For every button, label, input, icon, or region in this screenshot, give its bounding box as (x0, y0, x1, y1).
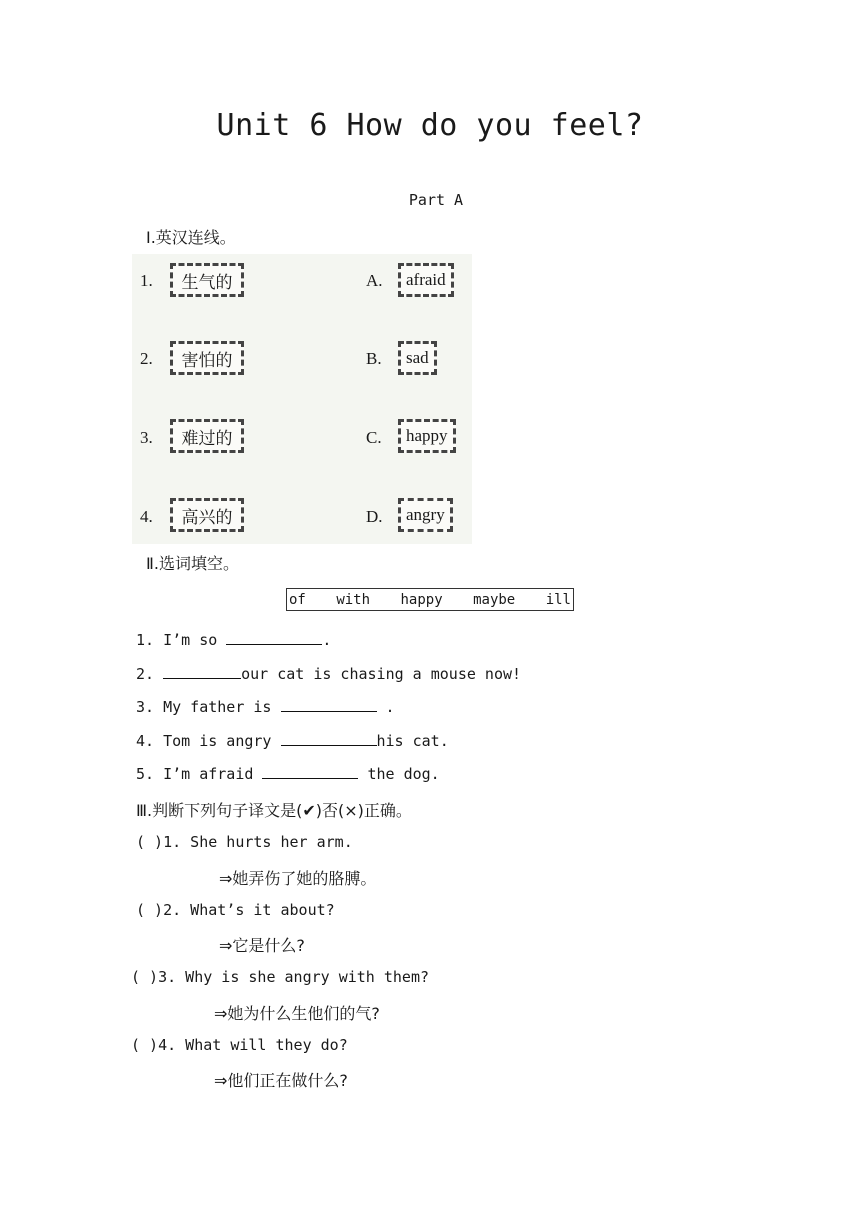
left-num-1: 1. (140, 271, 153, 290)
right-word-d: angry (398, 498, 453, 532)
left-num-4: 4. (140, 507, 153, 526)
fill-text-after: our cat is chasing a mouse now! (241, 665, 522, 683)
section2-heading: Ⅱ.选词填空。 (146, 554, 239, 573)
judge-translation-3: ⇒她为什么生他们的气? (214, 1004, 380, 1023)
word-bank-item: with (336, 591, 371, 608)
section1-heading: Ⅰ.英汉连线。 (146, 228, 236, 247)
fill-text-before: I’m so (163, 631, 227, 649)
right-word-b: sad (398, 341, 437, 375)
right-letter-b: B. (366, 349, 382, 368)
word-bank-item: ill (545, 591, 571, 608)
judge-item-4 (131, 1036, 348, 1054)
fill-item-1 (136, 631, 331, 649)
part-label: Part A (408, 191, 464, 209)
judge-translation-4: ⇒他们正在做什么? (214, 1071, 348, 1090)
answer-blank[interactable] (226, 643, 322, 645)
left-word-3: 难过的 (170, 419, 244, 453)
page-title: Unit 6 How do you feel? (216, 108, 644, 143)
fill-num: 3. (136, 698, 155, 716)
answer-paren[interactable]: ( ) (136, 901, 164, 919)
fill-text-after: . (322, 631, 332, 649)
fill-item-5 (136, 765, 440, 783)
left-num-2: 2. (140, 349, 153, 368)
fill-text-after: the dog. (358, 765, 440, 783)
fill-text-before: I’m afraid (163, 765, 263, 783)
right-word-c: happy (398, 419, 456, 453)
fill-num: 1. (136, 631, 155, 649)
judge-translation-1: ⇒她弄伤了她的胳膊。 (219, 869, 377, 888)
judge-sentence: 1. She hurts her arm. (163, 833, 353, 851)
answer-paren[interactable]: ( ) (136, 833, 164, 851)
judge-item-1 (136, 833, 353, 851)
right-letter-c: C. (366, 428, 382, 447)
word-bank-item: maybe (473, 591, 516, 608)
answer-blank[interactable] (262, 777, 358, 779)
right-word-a: afraid (398, 263, 454, 297)
judge-item-3 (131, 968, 429, 986)
section3-heading: Ⅲ.判断下列句子译文是(✔)否(×)正确。 (136, 801, 412, 820)
fill-text-before: Tom is angry (163, 732, 281, 750)
fill-num: 4. (136, 732, 155, 750)
fill-item-4 (136, 732, 449, 750)
word-bank (286, 588, 574, 611)
word-bank-item: of (289, 591, 306, 608)
left-word-1: 生气的 (170, 263, 244, 297)
answer-paren[interactable]: ( ) (131, 968, 159, 986)
fill-num: 5. (136, 765, 155, 783)
left-word-2: 害怕的 (170, 341, 244, 375)
answer-blank[interactable] (163, 677, 241, 679)
judge-item-2 (136, 901, 335, 919)
answer-blank[interactable] (281, 710, 377, 712)
matching-panel (132, 254, 472, 544)
judge-sentence: 3. Why is she angry with them? (158, 968, 430, 986)
answer-blank[interactable] (281, 744, 377, 746)
right-letter-d: D. (366, 507, 383, 526)
right-letter-a: A. (366, 271, 383, 290)
fill-item-3 (136, 698, 395, 716)
answer-paren[interactable]: ( ) (131, 1036, 159, 1054)
judge-sentence: 2. What’s it about? (163, 901, 335, 919)
fill-item-2 (136, 665, 521, 683)
judge-translation-2: ⇒它是什么? (219, 936, 305, 955)
judge-sentence: 4. What will they do? (158, 1036, 348, 1054)
fill-text-before: My father is (163, 698, 281, 716)
left-word-4: 高兴的 (170, 498, 244, 532)
word-bank-item: happy (400, 591, 443, 608)
left-num-3: 3. (140, 428, 153, 447)
fill-text-after: his cat. (376, 732, 449, 750)
fill-text-after: . (376, 698, 395, 716)
fill-num: 2. (136, 665, 155, 683)
